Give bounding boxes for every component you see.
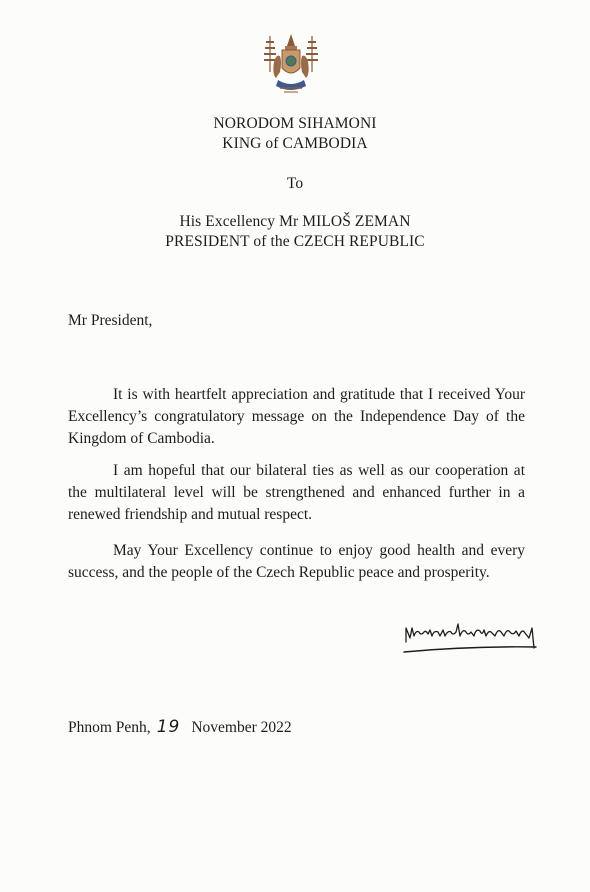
month-year: November 2022 bbox=[191, 719, 292, 736]
body-paragraph-2: I am hopeful that our bilateral ties as well as our cooperation at the multilateral level will be strengthened and enhanced further in a renewed friendship and mutual respect. bbox=[68, 462, 525, 523]
date-line bbox=[68, 716, 292, 739]
handwritten-day: 19 bbox=[156, 717, 181, 737]
handwritten-signature bbox=[398, 616, 544, 662]
recipient-name: His Excellency Mr MILOŠ ZEMAN bbox=[179, 213, 411, 230]
royal-coat-of-arms-emblem bbox=[262, 32, 320, 100]
body-paragraph-1: It is with heartfelt appreciation and gratitude that I received Your Excellency’s congratulatory message on the Independence Day of the Kingdom of Cambodia. bbox=[68, 386, 525, 447]
place: Phnom Penh, bbox=[68, 719, 151, 736]
body-paragraph-3: May Your Excellency continue to enjoy good health and every success, and the people of the Czech Republic peace and prosperity. bbox=[68, 542, 525, 581]
salutation: Mr President, bbox=[68, 312, 153, 329]
sender-name: NORODOM SIHAMONI bbox=[213, 115, 377, 132]
to-label: To bbox=[286, 175, 304, 192]
recipient-title: PRESIDENT of the CZECH REPUBLIC bbox=[165, 233, 425, 250]
sender-title: KING of CAMBODIA bbox=[222, 135, 368, 152]
